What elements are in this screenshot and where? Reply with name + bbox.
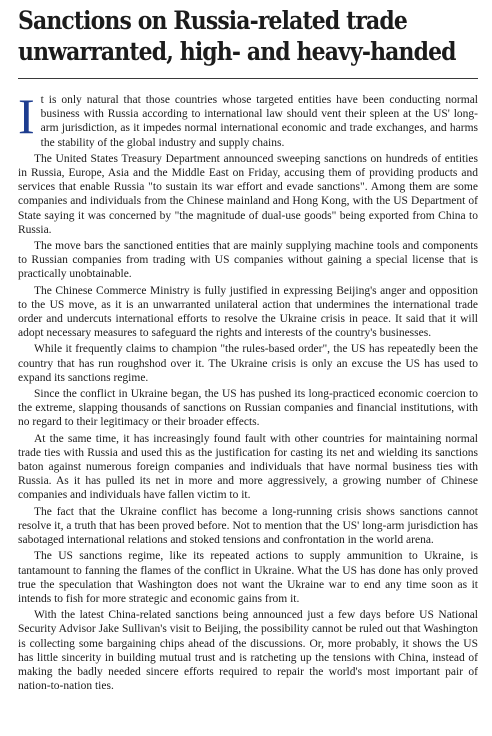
- article-paragraph: The move bars the sanctioned entities that are mainly supplying machine tools and components to Russian companies from trading with US companies without gaining a special license that is practically unobtainable.: [18, 240, 478, 281]
- article-paragraph: At the same time, it has increasingly found fault with other countries for maintaining normal trade ties with Russia and used this as the justification for casting its net and wielding its sanctions baton against numerous foreign companies and individuals that have normal business ties with Russia. As it has pulled its net in more and more aggressively, a growing number of Chinese companies and individuals have fallen victim to it.: [18, 432, 478, 502]
- article-paragraph: Since the conflict in Ukraine began, the US has pushed its long-practiced economic coercion to the extreme, slapping thousands of sanctions on Russian companies and financial institutions, with no regard to their legitimacy or their broader effects.: [18, 388, 478, 429]
- article-paragraph: The Chinese Commerce Ministry is fully justified in expressing Beijing's anger and opposition to the US move, as it is an unwarranted unilateral action that undermines the international trade order and undercuts international efforts to resolve the Ukraine crisis in peace. It said that it will adopt necessary measures to safeguard the rights and interests of the country's businesses.: [18, 284, 478, 340]
- paragraph-text: t is only natural that those countries whose targeted entities have been conducting normal business with Russia according to international law should vent their spleen at the US' long-arm jurisdiction, as it impedes normal international economic and trade exchanges, and harms the stability of the global industry and supply chains.: [40, 94, 478, 149]
- article-paragraph: With the latest China-related sanctions being announced just a few days before US National Security Advisor Jake Sullivan's visit to Beijing, the possibility cannot be ruled out that Washington is collecting some bargaining chips ahead of the discussions. Or, more probably, it shows the US has little sincerity in building mutual trust and is ratcheting up the tensions with China, instead of making the badly needed sincere efforts required to repair the world's most important pair of nation-to-nation ties.: [18, 609, 478, 693]
- drop-cap: I: [18, 88, 35, 144]
- article-paragraph: While it frequently claims to champion "the rules-based order", the US has repeatedly been the country that has run roughshod over it. The Ukraine crisis is only an excuse the US has used to expand its sanctions regime.: [18, 343, 478, 384]
- article-paragraph: The United States Treasury Department announced sweeping sanctions on hundreds of entities in Russia, Europe, Asia and the Middle East on Friday, accusing them of providing products and services that enable Russia "to sustain its war effort and evade sanctions". Among them are some companies and individuals from the Chinese mainland and Hong Kong, with the US Department of State saying it was concerned by "the magnitude of dual-use goods" being exported from China to Russia.: [18, 152, 478, 236]
- article-paragraph: [18, 88, 478, 150]
- article-body: [18, 88, 478, 693]
- article-paragraph: The fact that the Ukraine conflict has become a long-running crisis shows sanctions cannot resolve it, a truth that has been proved before. Not to mention that the US' long-arm jurisdiction has sabotaged international relations and stoked tensions and confrontation in the world arena.: [18, 505, 478, 547]
- headline-divider: [18, 78, 478, 79]
- article-headline: Sanctions on Russia-related trade unwarranted, high- and heavy-handed: [18, 6, 456, 67]
- article-paragraph: The US sanctions regime, like its repeated actions to supply ammunition to Ukraine, is tantamount to fanning the flames of the conflict in Ukraine. What the US has done has only proved true the speculation that Washington does not want the Ukraine war to end any time soon as it intends to fish for more strategic and economic gains from it.: [18, 550, 478, 605]
